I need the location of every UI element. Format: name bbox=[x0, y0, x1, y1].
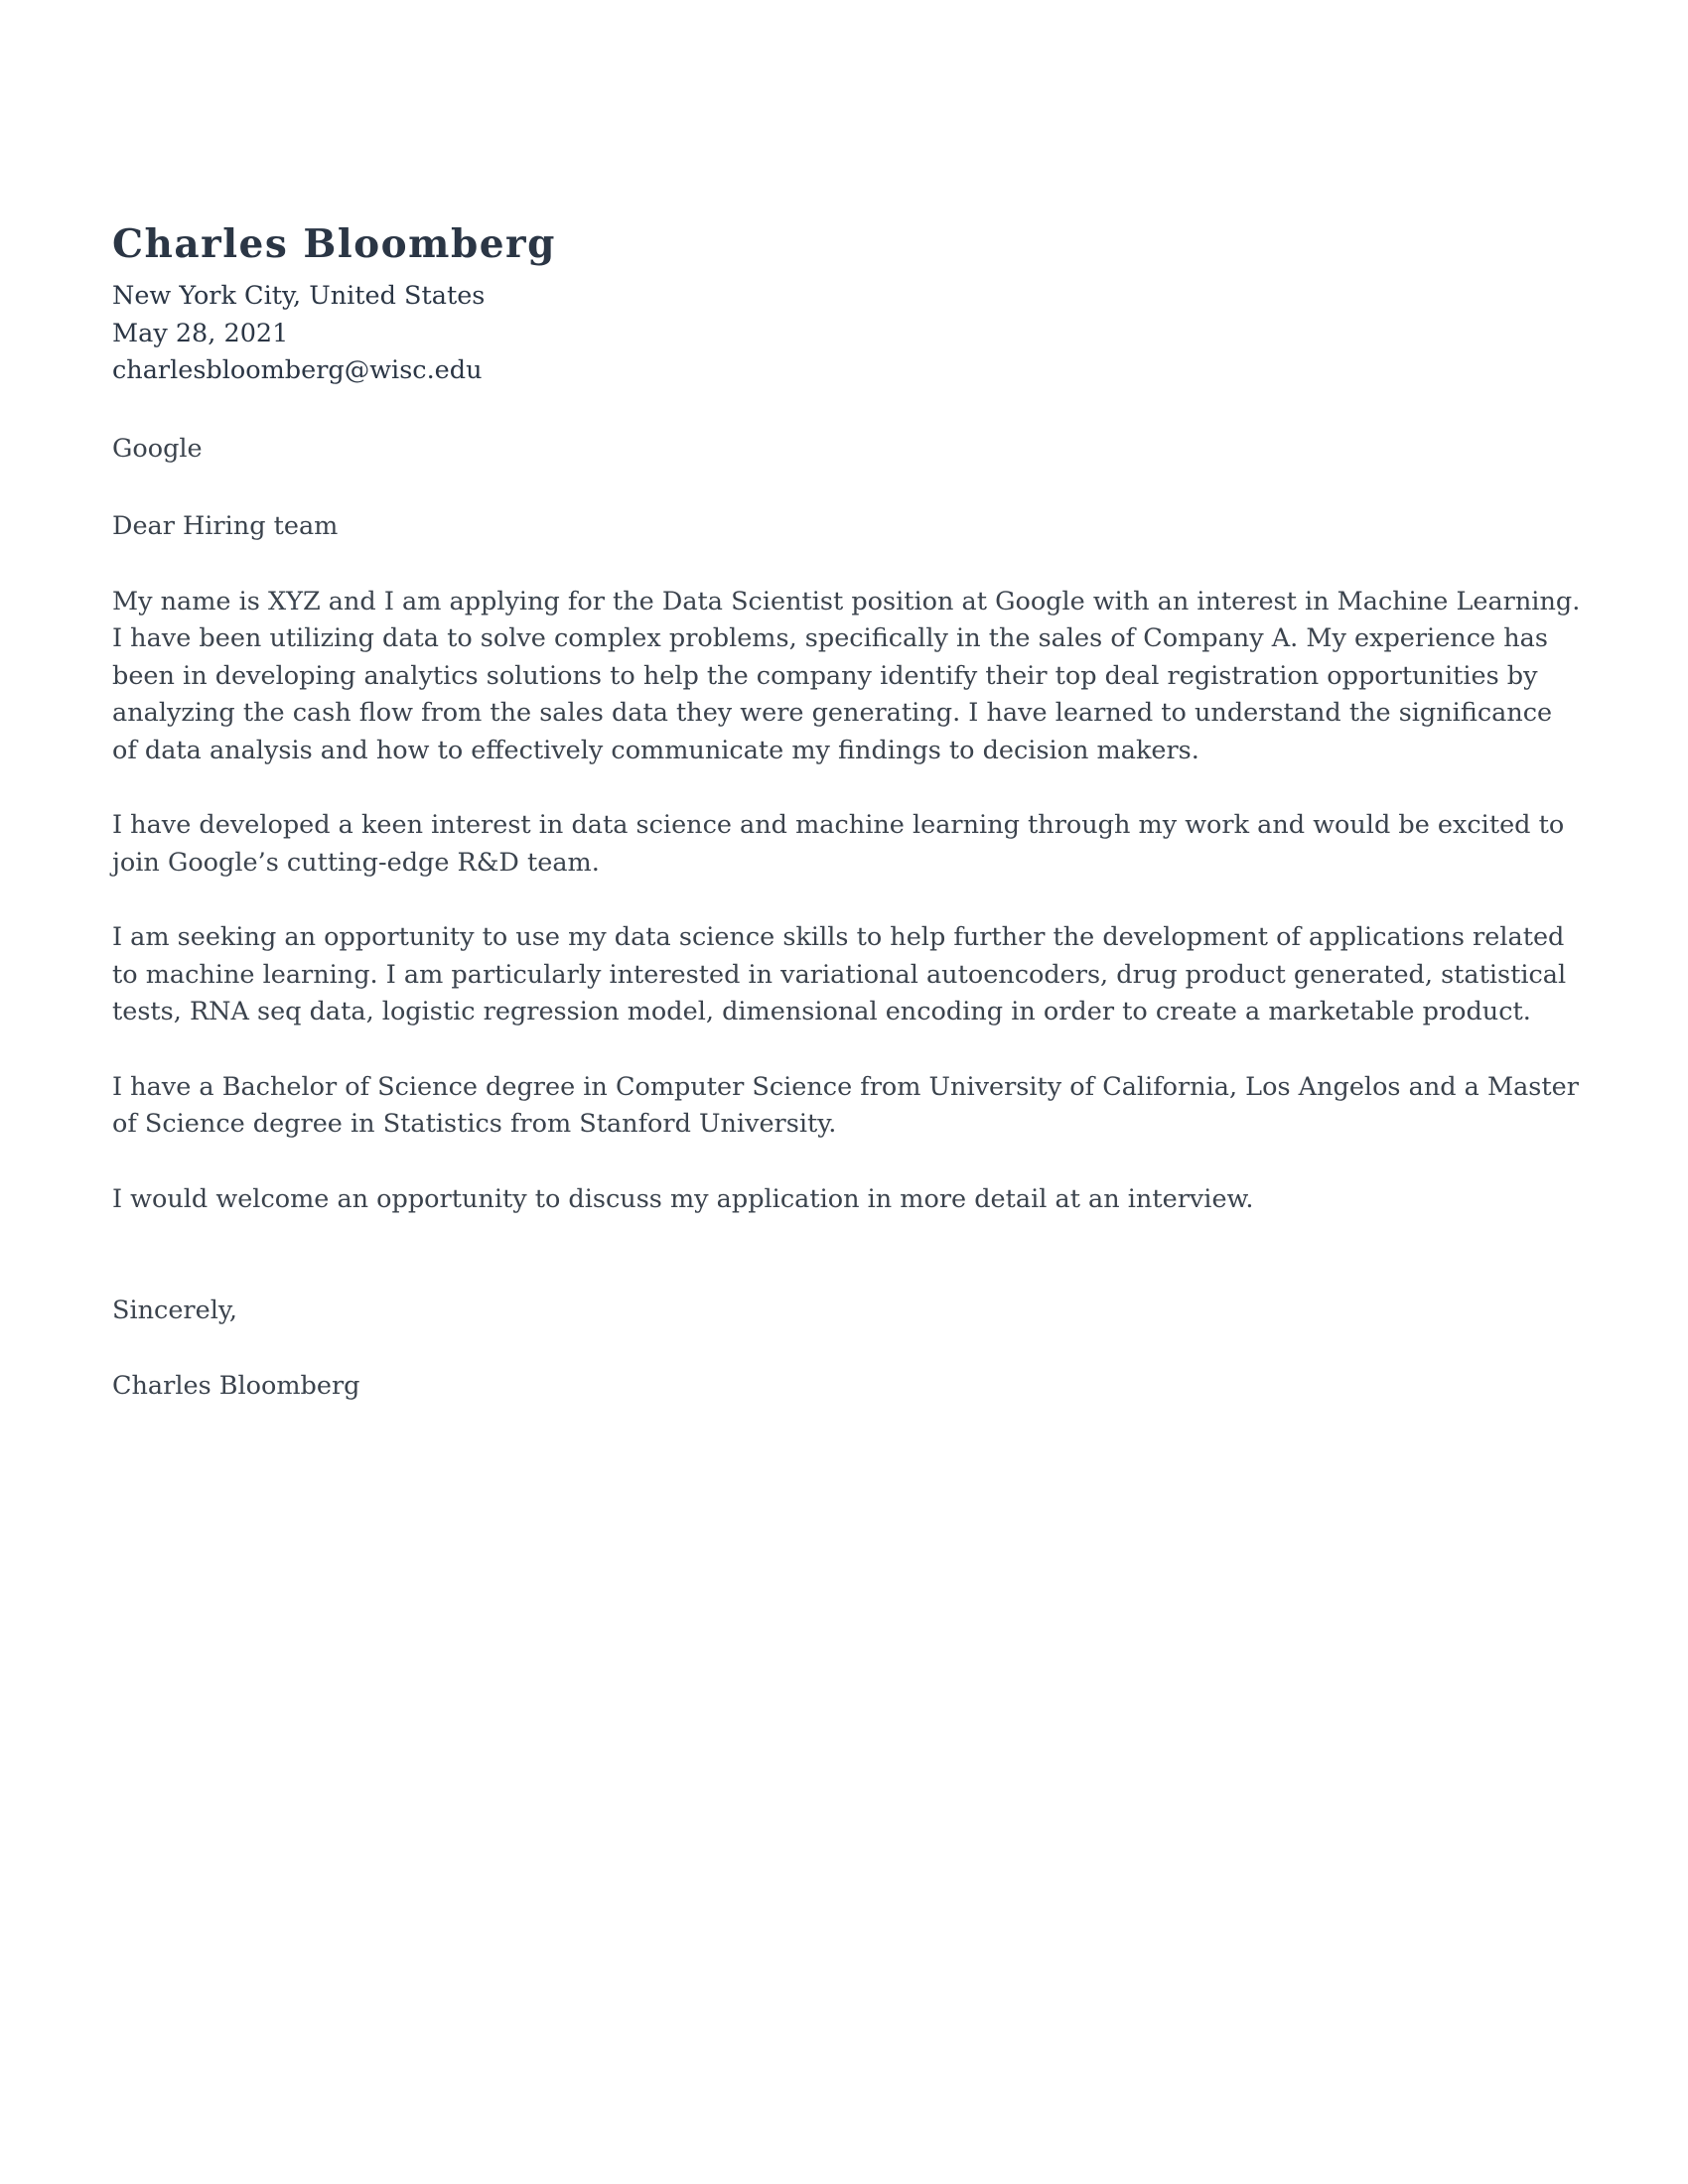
cover-letter bbox=[112, 216, 1582, 1405]
body-paragraph-5: I would welcome an opportunity to discuss my application in more detail at an interview. bbox=[112, 1183, 1254, 1214]
body-paragraph-3: I am seeking an opportunity to use my data science skills to help further the development of applications related to machine learning. I am particularly interested in variational autoencoders, drug product generated, statistical tests, RNA seq data, logistic regression model, dimensional encoding in order to create a marketable product. bbox=[112, 922, 1567, 1026]
body-paragraph-1: My name is XYZ and I am applying for the Data Scientist position at Google with an interest in Machine Learning. I have been utilizing data to solve complex problems, specifically in the sales of Company A. My experience has been in developing analytics solutions to help the company identify their top deal registration opportunities by analyzing the cash flow from the sales data they were generating. I have learned to understand the significance of data analysis and how to effectively communicate my findings to decision makers. bbox=[112, 586, 1581, 765]
signature-name: Charles Bloomberg bbox=[112, 1370, 360, 1401]
greeting: Dear Hiring team bbox=[112, 511, 339, 541]
closing: Sincerely, bbox=[112, 1296, 237, 1325]
recipient-company: Google bbox=[112, 433, 203, 464]
sender-name: Charles Bloomberg bbox=[112, 221, 556, 267]
sender-location: New York City, United States bbox=[112, 281, 486, 311]
body-paragraph-4: I have a Bachelor of Science degree in Computer Science from University of California, Los Angelos and a Master of Science degree in Statistics from Stanford University. bbox=[112, 1071, 1579, 1139]
body-paragraph-2: I have developed a keen interest in data science and machine learning through my work and would be excited to join Google’s cutting-edge R&D team. bbox=[112, 810, 1565, 878]
letter-date: May 28, 2021 bbox=[112, 318, 289, 348]
sender-email: charlesbloomberg@wisc.edu bbox=[112, 355, 483, 385]
